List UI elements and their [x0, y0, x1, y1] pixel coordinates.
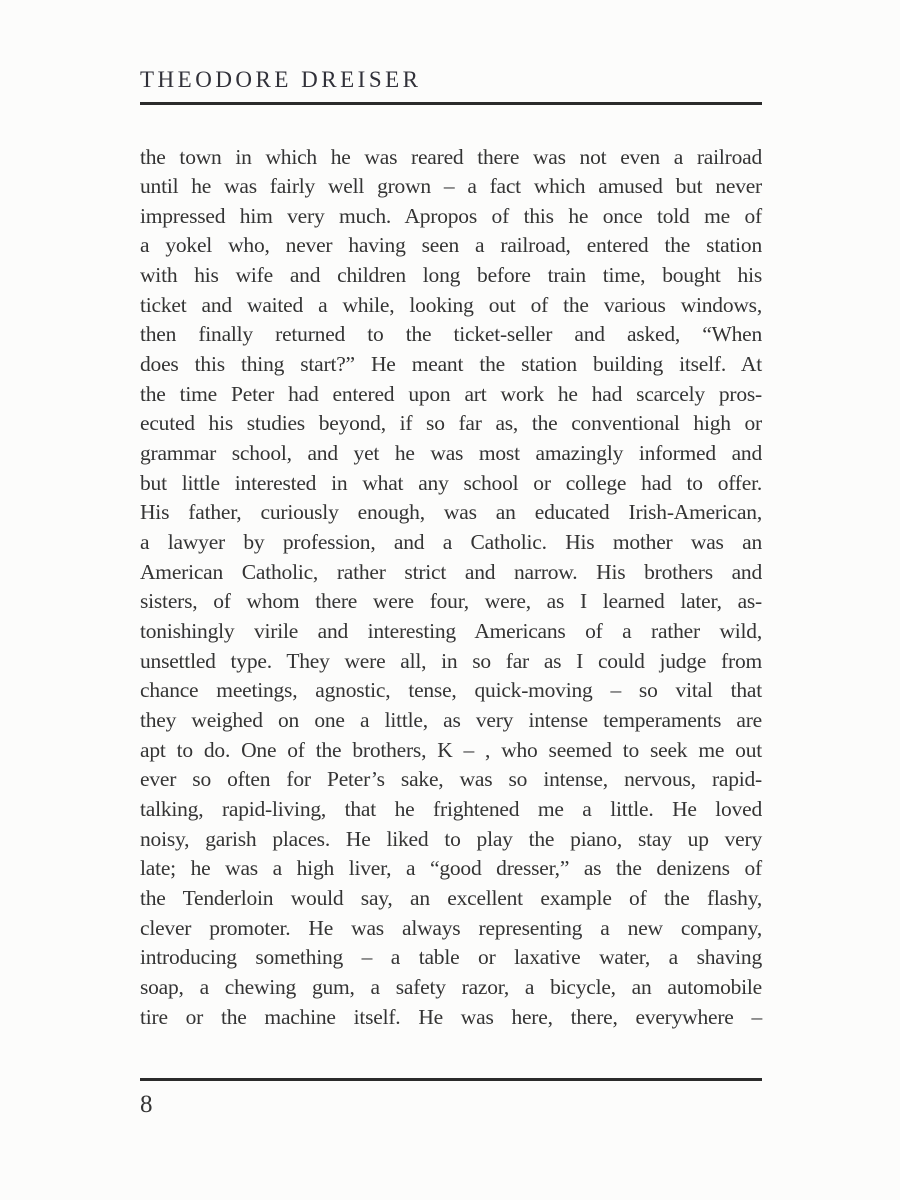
text-line: but little interested in what any school or college had to offer.	[140, 470, 762, 495]
text-line: late; he was a high liver, a “good dresser,” as the denizens of	[140, 856, 762, 881]
text-line: soap, a chewing gum, a safety razor, a bicycle, an automobile	[140, 974, 762, 999]
text-line: clever promoter. He was always representing a new company,	[140, 915, 762, 940]
page-content	[140, 66, 762, 1120]
page-title: THEODORE DREISER	[140, 67, 422, 92]
text-line: chance meetings, agnostic, tense, quick-moving – so vital that	[140, 678, 762, 703]
text-line: ecuted his studies beyond, if so far as, the conventional high or	[140, 411, 762, 436]
text-line: until he was fairly well grown – a fact which amused but never	[140, 174, 762, 199]
text-line: the time Peter had entered upon art work he had scarcely pros-	[140, 381, 762, 406]
text-line: with his wife and children long before train time, bought his	[140, 263, 762, 288]
text-line: grammar school, and yet he was most amazingly informed and	[140, 441, 762, 466]
text-line: introducing something – a table or laxative water, a shaving	[140, 945, 762, 970]
running-header	[140, 66, 762, 105]
text-line: a yokel who, never having seen a railroad, entered the station	[140, 233, 762, 258]
header-rule-divider	[140, 102, 762, 105]
text-line: impressed him very much. Apropos of this he once told me of	[140, 203, 762, 228]
text-line: sisters, of whom there were four, were, as I learned later, as-	[140, 589, 762, 614]
text-line: tonishingly virile and interesting Americans of a rather wild,	[140, 619, 762, 643]
text-line: they weighed on one a little, as very intense temperaments are	[140, 707, 762, 732]
page-number: 8	[140, 1091, 153, 1119]
text-line: then finally returned to the ticket-seller and asked, “When	[140, 322, 762, 347]
text-line: His father, curiously enough, was an educated Irish-American,	[140, 500, 762, 525]
text-line: tire or the machine itself. He was here, there, everywhere –	[140, 1004, 762, 1029]
text-line: ever so often for Peter’s sake, was so intense, nervous, rapid-	[140, 767, 762, 792]
text-line: noisy, garish places. He liked to play the piano, stay up very	[140, 826, 762, 851]
text-line: talking, rapid-living, that he frightened me a little. He loved	[140, 796, 762, 821]
text-line: a lawyer by profession, and a Catholic. His mother was an	[140, 530, 762, 555]
text-line: the town in which he was reared there was not even a railroad	[140, 144, 762, 169]
text-line: apt to do. One of the brothers, K – , who seemed to seek me out	[140, 737, 762, 762]
text-line: the Tenderloin would say, an excellent example of the flashy,	[140, 885, 762, 910]
footer-rule-divider	[140, 1078, 762, 1081]
text-line: unsettled type. They were all, in so far as I could judge from	[140, 648, 762, 673]
text-line: American Catholic, rather strict and narrow. His brothers and	[140, 559, 762, 584]
text-line: ticket and waited a while, looking out of the various windows,	[140, 292, 762, 317]
text-block	[140, 143, 762, 1033]
text-line: does this thing start?” He meant the station building itself. At	[140, 352, 762, 377]
